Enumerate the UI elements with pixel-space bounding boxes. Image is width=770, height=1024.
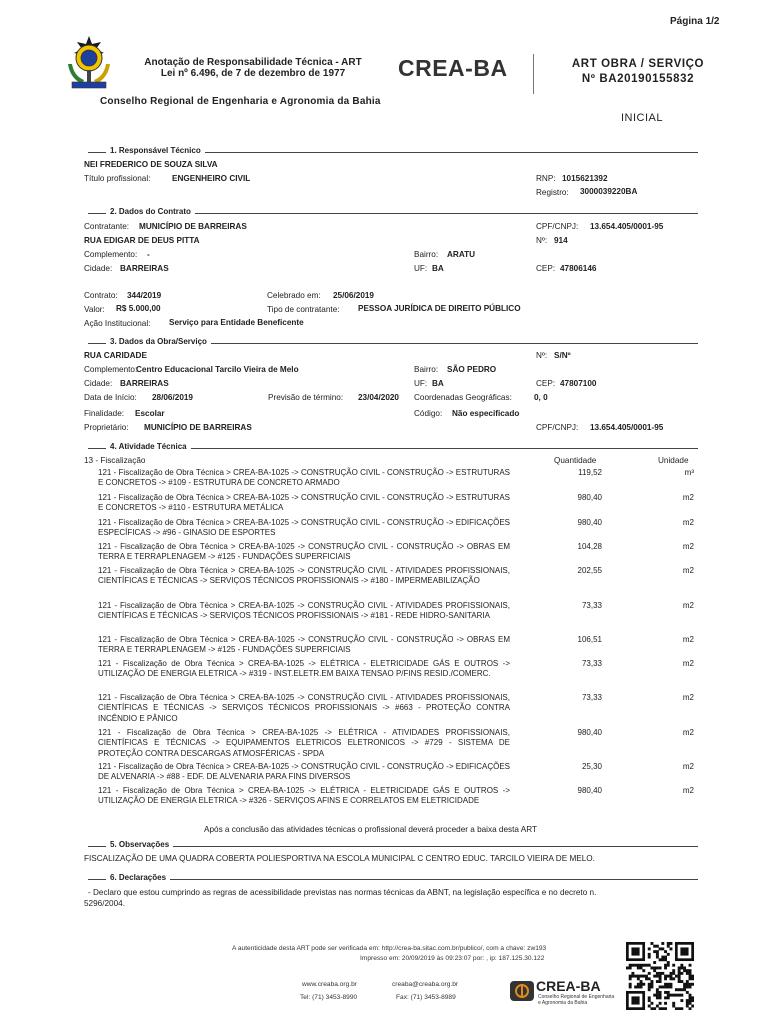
section-responsavel-tecnico	[88, 146, 698, 156]
section-2-title: 2. Dados do Contrato	[106, 207, 195, 216]
activity-quantity: 980,40	[577, 786, 602, 795]
footer-logo-sub	[538, 994, 614, 1006]
contrato-uf-label: UF:	[414, 264, 428, 273]
footer-logo-text: CREA-BA	[536, 978, 601, 994]
contrato-num-label: Nº:	[536, 236, 548, 245]
activity-description: 121 - Fiscalização de Obra Técnica > CREA-BA-1025 -> CONSTRUÇÃO CIVIL - ATIVIDADES PROFISSIONAIS, CIENTÍFICAS E TÉCNICAS -> SERVIÇOS TÉCNICOS PROFISSIONAIS -> #663 - PROTEÇÃO CONTRA INCÊNDIO E PÂNICO	[98, 693, 510, 723]
acao-label: Ação Institucional:	[84, 319, 151, 328]
proprietario-value: MUNICÍPIO DE BARREIRAS	[144, 423, 252, 432]
section-6-title: 6. Declarações	[106, 873, 170, 882]
obra-cidade-value: BARREIRAS	[120, 379, 169, 388]
inicio-label: Data de Início:	[84, 393, 137, 402]
contrato-cep-label: CEP:	[536, 264, 556, 273]
activity-description: 121 - Fiscalização de Obra Técnica > CREA-BA-1025 -> CONSTRUÇÃO CIVIL - CONSTRUÇÃO -> ESTRUTURAS E CONCRETOS -> #109 - ESTRUTURA DE CONCRETO ARMADO	[98, 468, 510, 488]
finalidade-label: Finalidade:	[84, 409, 125, 418]
header-divider	[533, 54, 534, 94]
fax-text: Fax: (71) 3453-8989	[396, 994, 456, 1001]
valor-label: Valor:	[84, 305, 105, 314]
contratante-value: MUNICÍPIO DE BARREIRAS	[139, 222, 247, 231]
obra-cpf-label: CPF/CNPJ:	[536, 423, 579, 432]
contrato-numero-label: Contrato:	[84, 291, 118, 300]
page-number: Página 1/2	[670, 16, 720, 27]
obra-compl-label: Complemento:	[84, 365, 138, 374]
coat-of-arms-icon	[58, 34, 120, 94]
activity-unit: m2	[682, 728, 694, 737]
proprietario-label: Proprietário:	[84, 423, 129, 432]
section-observacoes	[88, 840, 698, 850]
activity-unit: m2	[682, 493, 694, 502]
termino-value: 23/04/2020	[358, 393, 399, 402]
activity-quantity: 980,40	[577, 518, 602, 527]
contrato-compl-value: -	[147, 250, 150, 259]
acao-value: Serviço para Entidade Beneficente	[169, 318, 304, 327]
activity-quantity: 73,33	[581, 659, 602, 668]
activity-description: 121 - Fiscalização de Obra Técnica > CREA-BA-1025 -> ELÉTRICA - ATIVIDADES PROFISSIONAIS, CIENTÍFICAS E TÉCNICAS -> EQUIPAMENTOS ELETRICOS ELETRONICOS -> #729 - SISTEMA DE PROTEÇÃO CONTRA DESCARGAS ATMOSFÉRICAS - SPDA	[98, 728, 510, 758]
obra-num-label: Nº:	[536, 351, 548, 360]
activity-unit: m2	[682, 566, 694, 575]
section-dados-obra	[88, 337, 698, 347]
art-box	[548, 57, 728, 87]
quantity-header: Quantidade	[554, 456, 597, 465]
header-title-line1: Anotação de Responsabilidade Técnica - ART	[144, 57, 362, 68]
header-title-line2: Lei nº 6.496, de 7 de dezembro de 1977	[160, 68, 346, 79]
activity-note: Após a conclusão das atividades técnicas o profissional deverá proceder a baixa desta ART	[204, 825, 538, 834]
registro-value: 3000039220BA	[580, 187, 638, 196]
valor-value: R$ 5.000,00	[116, 304, 161, 313]
contrato-street: RUA EDIGAR DE DEUS PITTA	[84, 236, 200, 245]
activity-quantity: 106,51	[577, 635, 602, 644]
observacoes-text: FISCALIZAÇÃO DE UMA QUADRA COBERTA POLIESPORTIVA NA ESCOLA MUNICIPAL C CENTRO EDUC. TARCILO VIEIRA DE MELO.	[84, 854, 595, 863]
header-title	[122, 57, 384, 79]
activity-quantity: 104,28	[577, 542, 602, 551]
celebrado-label: Celebrado em:	[267, 291, 321, 300]
contrato-cidade-value: BARREIRAS	[120, 264, 169, 273]
obra-street: RUA CARIDADE	[84, 351, 147, 360]
activity-unit: m2	[682, 542, 694, 551]
termino-label: Previsão de término:	[268, 393, 344, 402]
coord-value: 0, 0	[534, 393, 548, 402]
activity-quantity: 73,33	[581, 601, 602, 610]
section-dados-contrato	[88, 207, 698, 217]
section-4-title: 4. Atividade Técnica	[106, 442, 191, 451]
activity-quantity: 73,33	[581, 693, 602, 702]
contrato-bairro-value: ARATU	[447, 250, 476, 259]
activity-quantity: 202,55	[577, 566, 602, 575]
activity-quantity: 980,40	[577, 493, 602, 502]
celebrado-value: 25/06/2019	[333, 291, 374, 300]
obra-bairro-label: Bairro:	[414, 365, 439, 374]
codigo-label: Código:	[414, 409, 443, 418]
art-type: ART OBRA / SERVIÇO	[571, 58, 705, 70]
section-3-title: 3. Dados da Obra/Serviço	[106, 337, 211, 346]
titulo-label: Título profissional:	[84, 174, 151, 183]
activity-description: 121 - Fiscalização de Obra Técnica > CREA-BA-1025 -> ELÉTRICA - ELETRICIDADE GÁS E OUTROS -> UTILIZAÇÃO DE ENERGIA ELETRICA -> #319 - INST.ELETR.EM BAIXA TENSAO P/FINS RESID./COMERC.	[98, 659, 510, 679]
activity-quantity: 25,30	[581, 762, 602, 771]
rnp-label: RNP:	[536, 174, 556, 183]
activity-quantity: 980,40	[577, 728, 602, 737]
obra-cep-value: 47807100	[560, 379, 597, 388]
obra-cidade-label: Cidade:	[84, 379, 113, 388]
obra-cpf-value: 13.654.405/0001-95	[590, 423, 664, 432]
activity-unit: m³	[684, 468, 694, 477]
activity-unit: m2	[682, 693, 694, 702]
declaracao-line1: - Declaro que estou cumprindo as regras de acessibilidade previstas nas normas técnicas da ABNT, na legislação específica e no decreto n.	[88, 888, 597, 897]
contratante-label: Contratante:	[84, 222, 130, 231]
art-number: Nº BA20190155832	[581, 73, 695, 85]
section-declaracoes	[88, 873, 698, 883]
activity-quantity: 119,52	[578, 468, 602, 477]
coord-label: Coordenadas Geográficas:	[414, 393, 512, 402]
tipo-contratante-value: PESSOA JURÍDICA DE DIREITO PÚBLICO	[358, 304, 521, 313]
section-atividade-tecnica	[88, 442, 698, 452]
obra-uf-value: BA	[432, 379, 444, 388]
declaracao-line2: 5296/2004.	[84, 899, 125, 908]
activity-unit: m2	[682, 601, 694, 610]
activity-unit: m2	[682, 518, 694, 527]
site-link[interactable]: www.creaba.org.br	[302, 981, 357, 988]
section-1-title: 1. Responsável Técnico	[106, 146, 205, 155]
obra-num-value: S/Nº	[554, 351, 571, 360]
codigo-value: Não especificado	[452, 409, 520, 418]
tel-text: Tel: (71) 3453-8990	[300, 994, 358, 1001]
inicio-value: 28/06/2019	[152, 393, 193, 402]
activity-description: 121 - Fiscalização de Obra Técnica > CREA-BA-1025 -> CONSTRUÇÃO CIVIL - CONSTRUÇÃO -> EDIFICAÇÕES DE ALVENARIA -> #88 - EDF. DE ALVENARIA PARA FINS DIVERSOS	[98, 762, 510, 782]
contrato-cep-value: 47806146	[560, 264, 597, 273]
contrato-cpf-label: CPF/CNPJ:	[536, 222, 579, 231]
qr-code-icon[interactable]	[626, 942, 694, 1010]
activity-unit: m2	[682, 786, 694, 795]
crea-logo-icon	[510, 981, 534, 1001]
activity-description: 121 - Fiscalização de Obra Técnica > CREA-BA-1025 -> CONSTRUÇÃO CIVIL - CONSTRUÇÃO -> ESTRUTURAS E CONCRETOS -> #110 - ESTRUTURA METÁLICA	[98, 493, 510, 513]
obra-bairro-value: SÃO PEDRO	[447, 365, 497, 374]
obra-uf-label: UF:	[414, 379, 428, 388]
activity-unit: m2	[682, 635, 694, 644]
activity-group: 13 - Fiscalização	[84, 456, 146, 465]
footer-logo-sub1: Conselho Regional de Engenharia	[538, 994, 615, 1000]
finalidade-value: Escolar	[135, 409, 165, 418]
activity-description: 121 - Fiscalização de Obra Técnica > CREA-BA-1025 -> CONSTRUÇÃO CIVIL - CONSTRUÇÃO -> EDIFICAÇÕES ESPECÍFICAS -> #96 - GINASIO DE ESPORTES	[98, 518, 510, 538]
footer-logo-sub2: e Agronomia da Bahia	[538, 1000, 588, 1006]
auth-text: A autenticidade desta ART pode ser verificada em: http://crea-ba.sitac.com.br/publico/, com a chave: zw193	[232, 945, 547, 952]
section-5-title: 5. Observações	[106, 840, 173, 849]
activity-unit: m2	[682, 762, 694, 771]
contrato-uf-value: BA	[432, 264, 444, 273]
activity-unit: m2	[682, 659, 694, 668]
rnp-value: 1015621392	[562, 174, 608, 183]
printed-text: Impresso em: 20/09/2019 às 09:23:07 por: , ip: 187.125.30.122	[360, 955, 545, 962]
contrato-numero-value: 344/2019	[127, 291, 162, 300]
activity-description: 121 - Fiscalização de Obra Técnica > CREA-BA-1025 -> ELÉTRICA - ELETRICIDADE GÁS E OUTROS -> UTILIZAÇÃO DE ENERGIA ELETRICA -> #326 - SERVIÇOS AFINS E CORRELATOS EM ELETRICIDADE	[98, 786, 510, 806]
responsavel-name: NEI FREDERICO DE SOUZA SILVA	[84, 160, 218, 169]
obra-cep-label: CEP:	[536, 379, 556, 388]
registro-label: Registro:	[536, 188, 569, 197]
contrato-compl-label: Complemento:	[84, 250, 138, 259]
tipo-contratante-label: Tipo de contratante:	[267, 305, 340, 314]
contrato-num-value: 914	[554, 236, 568, 245]
activity-description: 121 - Fiscalização de Obra Técnica > CREA-BA-1025 -> CONSTRUÇÃO CIVIL - CONSTRUÇÃO -> OBRAS EM TERRA E TERRAPLENAGEM -> #125 - FUNDAÇÕES SUPERFICIAIS	[98, 635, 510, 655]
obra-compl-value: Centro Educacional Tarcilo Vieira de Melo	[136, 365, 299, 374]
contrato-bairro-label: Bairro:	[414, 250, 439, 259]
activity-description: 121 - Fiscalização de Obra Técnica > CREA-BA-1025 -> CONSTRUÇÃO CIVIL - ATIVIDADES PROFISSIONAIS, CIENTÍFICAS E TÉCNICAS -> SERVIÇOS TÉCNICOS PROFISSIONAIS -> #181 - REDE HIDRO-SANITARIA	[98, 601, 510, 621]
email-link[interactable]: creaba@creaba.org.br	[392, 981, 459, 988]
brand-name: CREA-BA	[398, 55, 508, 81]
titulo-value: ENGENHEIRO CIVIL	[172, 174, 251, 183]
council-name: Conselho Regional de Engenharia e Agronomia da Bahia	[100, 96, 381, 107]
activity-description: 121 - Fiscalização de Obra Técnica > CREA-BA-1025 -> CONSTRUÇÃO CIVIL - CONSTRUÇÃO -> OBRAS EM TERRA E TERRAPLENAGEM -> #125 - FUNDAÇÕES SUPERFICIAIS	[98, 542, 510, 562]
unit-header: Unidade	[658, 456, 689, 465]
art-status: INICIAL	[621, 112, 664, 124]
contrato-cpf-value: 13.654.405/0001-95	[590, 222, 664, 231]
activity-description: 121 - Fiscalização de Obra Técnica > CREA-BA-1025 -> CONSTRUÇÃO CIVIL - ATIVIDADES PROFISSIONAIS, CIENTÍFICAS E TÉCNICAS -> SERVIÇOS TÉCNICOS PROFISSIONAIS -> #180 - IMPERMEABILIZAÇÃO	[98, 566, 510, 586]
contrato-cidade-label: Cidade:	[84, 264, 113, 273]
